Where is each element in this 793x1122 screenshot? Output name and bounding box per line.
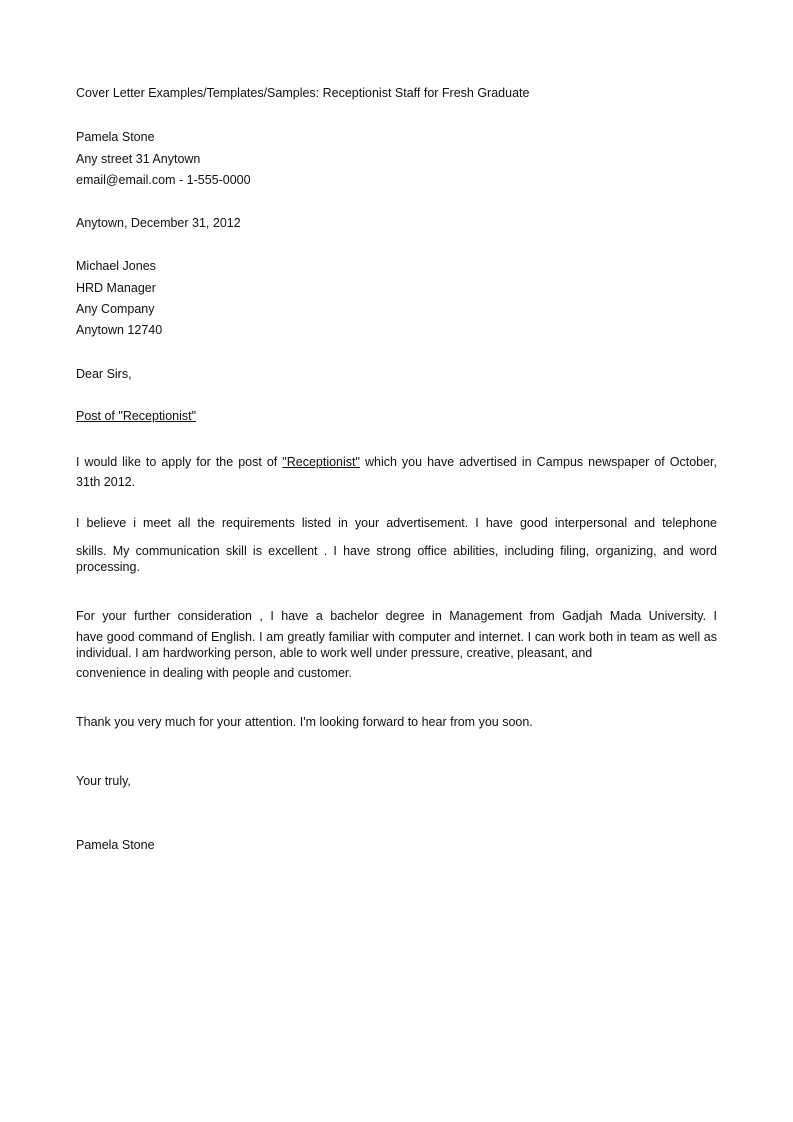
thanks-line: Thank you very much for your attention. I'm looking forward to hear from you soon.: [76, 715, 533, 729]
sender-contact: email@email.com - 1-555-0000: [76, 173, 251, 187]
receptionist-link[interactable]: "Receptionist": [282, 455, 360, 469]
paragraph-application-text-start: I would like to apply for the post of: [76, 455, 283, 469]
document-title: Cover Letter Examples/Templates/Samples: Receptionist Staff for Fresh Graduate: [76, 86, 530, 100]
paragraph-consideration-line-1: For your further consideration , I have a bachelor degree in Management from Gadjah Mada University. I: [76, 609, 717, 623]
paragraph-consideration-line-3: convenience in dealing with people and customer.: [76, 666, 352, 680]
paragraph-application: [76, 452, 717, 492]
signature-name: Pamela Stone: [76, 838, 155, 852]
letter-date: Anytown, December 31, 2012: [76, 216, 241, 230]
recipient-company: Any Company: [76, 302, 155, 316]
paragraph-requirements-line-1: I believe i meet all the requirements listed in your advertisement. I have good interpersonal and telephone: [76, 516, 717, 530]
recipient-name: Michael Jones: [76, 259, 156, 273]
sender-name: Pamela Stone: [76, 130, 155, 144]
subject-line: Post of "Receptionist": [76, 409, 197, 423]
paragraph-consideration-line-2: have good command of English. I am greatly familiar with computer and internet. I can work both in team as well as individual. I am hardworking person, able to work well under pressure, creative, pleasant, and: [76, 630, 717, 660]
sender-address: Any street 31 Anytown: [76, 152, 201, 166]
salutation: Dear Sirs,: [76, 367, 132, 381]
paragraph-application-text-end: which you have advertised in Campus newspaper of October, 31th 2012.: [76, 455, 718, 489]
recipient-title: HRD Manager: [76, 281, 156, 295]
paragraph-requirements-line-2: skills. My communication skill is excellent . I have strong office abilities, including filing, organizing, and word processing.: [76, 544, 717, 574]
recipient-city: Anytown 12740: [76, 323, 163, 337]
closing: Your truly,: [76, 774, 131, 788]
